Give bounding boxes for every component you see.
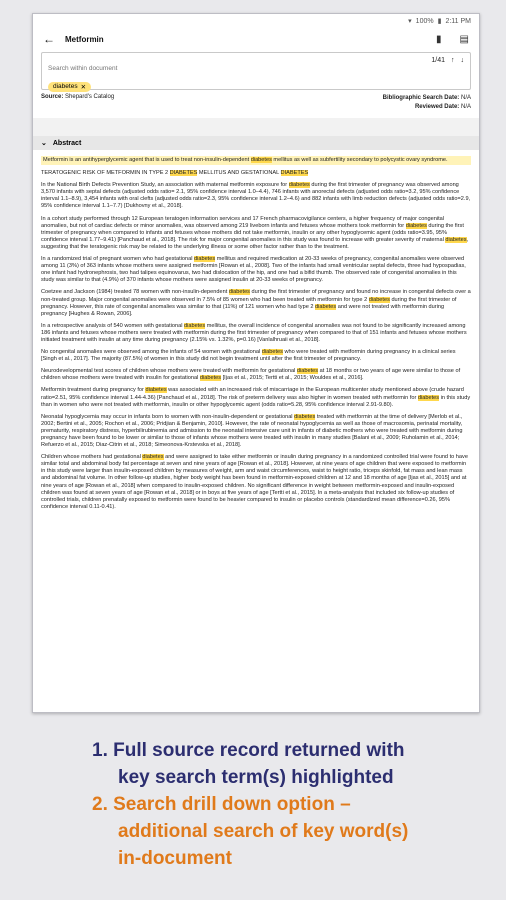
highlighted-term: diabetes [288,182,310,189]
bib-date-value: N/A [460,95,471,101]
caption-item-2-cont2: in-document [118,848,232,869]
reviewed-date-value: N/A [460,104,471,110]
paragraph-text: , suggesting that the teratogenic risk may be related to the underlying illness or some other factor rather than to the treatment. [41,236,469,250]
highlighted-term: diabetes [368,296,390,303]
paragraph-text: during the first trimester of pregnancy and found no increase in congenital defects over a non-treated group. Major congenital anomalies were observed in 7.5% of 85 women who had been treated with metformin for type 2 [41,289,471,303]
chevron-down-icon: ⌄ [41,140,47,147]
bib-date-row [383,94,471,103]
reviewed-date-row [383,103,471,112]
highlighted-term: diabetes [294,413,316,420]
highlighted-term: diabetes [315,303,337,310]
paragraph-text: Neurodevelopmental test scores of children whose mothers were treated with metformin for gestational [41,368,297,375]
abstract-paragraph [41,182,471,210]
highlighted-term: diabetes [417,394,440,401]
abstract-title: Abstract [52,139,82,147]
paragraph-text: No congenital anomalies were observed among the infants of 54 women with gestational [41,349,262,356]
search-controls [431,57,464,64]
highlighted-term: diabetes [250,157,272,163]
close-icon[interactable]: ✕ [80,83,87,91]
search-panel [41,52,471,90]
search-term-chip[interactable] [48,82,91,92]
reviewed-date-label: Reviewed Date: [414,104,460,110]
search-input[interactable] [48,65,298,72]
arrow-down-icon[interactable]: ↓ [460,57,464,64]
highlighted-term: diabetes [296,368,319,375]
arrow-up-icon[interactable]: ↑ [451,57,455,64]
paragraph-text: MELLITUS AND GESTATIONAL [197,170,281,177]
bookmark-icon[interactable]: ▮ [436,33,442,45]
paragraph-text: [Ijas et al., 2015; Tertti et al., 2015; Wouldes et al., 2016]. [221,375,364,382]
clock: 2:11 PM [445,17,471,25]
paragraph-text: and were assigned to take either metformin or insulin during pregnancy in a randomized controlled trial were found to have similar total and abdominal body fat percentage at seven and nine years of age [Rowan et al., 2018]. However, at nine years of age children that were exposed to metformin in this study were larger than insulin-exposed children by measures of weight, arm and waist circumferences, waist to height ratio, triceps skinfold, fat mass and lean mass and abdominal fat volume. In other follow-up studies, higher body weight has been found in metformin-exposed children at 12 and 18 months of age [Ijas et al., 2015] and at nine years of age [Rowan et al., 2018] when compared to insulin-exposed children. No significant difference in weight between metformin-exposed and insulin-exposed children was found at seven years of age [Rowan et al., 2018] or in boys at five years of age [Tertti et al., 2015]. In a meta-analysis that included six follow-up studies of controlled trials, children prenatally exposed to metformin were found to be heavier compared to insulin or placebo controls (standardized mean difference=0.26, 95% confidence interval 0.11-0.41). [41,454,468,510]
highlighted-term: DIABETES [169,170,198,177]
paragraph-text: In the National Birth Defects Prevention Study, an association with maternal metformin exposure for [41,182,289,189]
app-screen [32,13,480,713]
highlighted-term: diabetes [228,289,250,296]
highlighted-term: diabetes [194,256,216,263]
caption [92,737,408,872]
highlighted-term: diabetes [142,454,164,461]
source-left [41,94,114,112]
source-label: Source: [41,94,64,100]
abstract-paragraph [41,368,471,382]
paragraph-text: during the first trimester of pregnancy when compared to infants and fetuses whose mothers did not take metformin, insulin or any other hypoglycemic agent (odds ratio=3.95, 95% confidence interval 1.77–9.41) [Panchaud et al., 2018]. The risk for major congenital anomalies in this study was found to increase with greater severity of maternal [41,222,464,243]
abstract-paragraph [41,170,471,177]
caption-item-1-cont: key search term(s) highlighted [118,767,394,788]
paragraph-text: in this study than in women who were not treated with metformin, insulin or other hypoglycemic agent (odds ratio=5.28, 95% confidence interval 2.91-9.80). [41,394,471,408]
abstract-paragraph [41,256,471,284]
app-bar [33,28,479,50]
paragraph-text: In a randomized trial of pregnant women who had gestational [41,256,194,263]
divider [33,118,479,136]
paragraph-text: Children whose mothers had gestational [41,454,143,461]
abstract-paragraph [41,156,471,165]
source-value: Shepard's Catalog [65,94,115,100]
signal-icon: ▾ [408,18,412,25]
page-title: Metformin [65,34,104,44]
paragraph-text: mellitus as well as subfertility secondary to polycystic ovary syndrome. [271,157,448,163]
paragraph-text: treated with metformin at the time of delivery [Merlob et al., 2002; Bertini et al., 2005; Rochon et al., 2006; Pridjian & Benjamin, 2010]. However, the rate of neonatal hypoglycemia as well as those of macrosomia, perinatal mortality, prematurity, respiratory distress, hyperbilirubinemia and admission to the neonatal intensive care unit in infants of diabetic mothers who were treated with metformin during pregnancy have been found to be lower or similar to those of infants whose mothers were treated with insulin in many studies [Balani et al., 2009; Ruholamin et al., 2014; Refuerzo et al., 2015; Diaz-Citrin et al., 2018; Simeonova-Krstevska et al., 2018]. [41,413,463,449]
abstract-paragraph [41,289,471,317]
paragraph-text: mellitus, the overall incidence of congenital anomalies was not found to be significantly increased among 186 infants and fetuses whose mothers were treated with metformin during the first trimester of pregnancy when compared to that of 151 infants and fetuses whose mothers initiated treatment with insulin at any time during pregnancy (2.15% vs. 1.32%, p=0.16) [Vanlalhruaii et al., 2018]. [41,322,467,343]
paragraph-text: at 18 months or two years of age were similar to those of children whose mothers were treated with insulin for gestational [41,368,461,382]
abstract-paragraph [41,216,471,251]
abstract-content [33,150,479,511]
highlighted-term: diabetes [405,222,427,229]
abstract-paragraph [41,349,471,363]
highlighted-term: diabetes [145,387,167,394]
highlighted-term: diabetes [199,375,222,382]
paragraph-text: In a retrospective analysis of 540 women with gestational [41,322,185,329]
bib-date-label: Bibliographic Search Date: [382,95,460,101]
chip-label: diabetes [53,83,78,90]
abstract-paragraph [41,323,471,344]
source-info [33,90,479,112]
paragraph-text: who were treated with metformin during pregnancy in a clinical series [Singh et al., 2017]. The majority (87.5%) of women in this study did not begin treatment until after the first trimester of pregnancy. [41,349,456,363]
paragraph-text: during the first trimester of pregnancy was observed among 3,570 infants with septal defects (adjusted odds ratio= 2.1, 95% confidence interval 1.0–4.4), 746 infants with anorectal defects (adjusted odds ratio=3.2, 95% confidence interval 1.1–8.9), 3,454 infants with oral clefts (adjusted odds ratio=2.3, 95% confidence interval 1.2–4.6) and 882 infants with limb reduction defects (adjusted odds ratio=2.9, 95% confidence interval 1.1–7.7) [Dukhovny et al., 2018]. [41,182,471,210]
highlighted-term: diabetes [261,349,283,356]
abstract-paragraph [41,387,471,408]
battery-level: 100% [415,17,434,25]
abstract-header[interactable] [33,136,479,150]
abstract-paragraph [41,414,471,449]
highlighted-term: diabetes [445,236,467,243]
highlighted-term: diabetes [184,322,206,329]
document-icon[interactable]: ▤ [459,33,469,45]
highlighted-term: DIABETES [280,170,309,177]
source-dates [383,94,471,112]
caption-item-2: 2. Search drill down option – [92,794,351,815]
paragraph-text: Metformin treatment during pregnancy for [41,387,146,394]
status-bar [33,14,479,28]
paragraph-text: was associated with an increased risk of miscarriage in the European multicenter study mentioned above (crude hazard ratio=2.51, 95% confidence interval 1.44-4.36) [Panchaud et al., 2018]. The risk of preterm delivery was also higher in women treated with metformin for [41,387,464,401]
paragraph-text: Metformin is an antihyperglycemic agent that is used to treat non-insulin-dependent [43,157,251,163]
paragraph-text: during the first trimester of pregnancy. However, this rate of congenital anomalies was similar to that (11%) of 121 women who had type 2 [41,296,457,310]
paragraph-text: mellitus and required medication at 20-33 weeks of pregnancy, congenital anomalies were observed among 11 (3%) of 363 infants whose mothers were assigned metformin [Rowan et al., 2008]. Two of the infants had small ventricular septal defects, three had hypospadias, one infant had hydronephrosis, two had talipes equinovarus, two had dislocation of the hip, and one had a bifid thumb. The observed rate of congenital anomalies in this study was similar to that (4.9%) of 370 infants whose mothers were assigned insulin at 20-33 weeks of pregnancy. [41,256,466,284]
paragraph-text: Coetzee and Jackson (1984) treated 78 women with non-insulin-dependent [41,289,229,296]
caption-item-2-cont: additional search of key word(s) [118,821,409,842]
paragraph-text: Neonatal hypoglycemia may occur in infants born to women with non-insulin-dependent or gestational [41,413,295,420]
caption-item-1: 1. Full source record returned with [92,740,405,761]
paragraph-text: TERATOGENIC RISK OF METFORMIN IN TYPE 2 [41,170,170,177]
battery-icon: ▮ [437,18,442,25]
paragraph-text: In a cohort study performed through 12 European teratogen information services and 17 French pharmacovigilance centers, a higher frequency of major congenital anomalies, but not of cardiac defects or minor anomalies, was observed among 219 liveborn infants and fetuses whose mothers took metformin for [41,215,444,229]
match-counter: 1/41 [431,57,445,64]
paragraph-text: and were not treated with metformin during pregnancy [Hughes & Rowan, 2006]. [41,303,445,317]
abstract-paragraph [41,454,471,511]
arrow-back-icon[interactable]: ← [43,32,55,46]
